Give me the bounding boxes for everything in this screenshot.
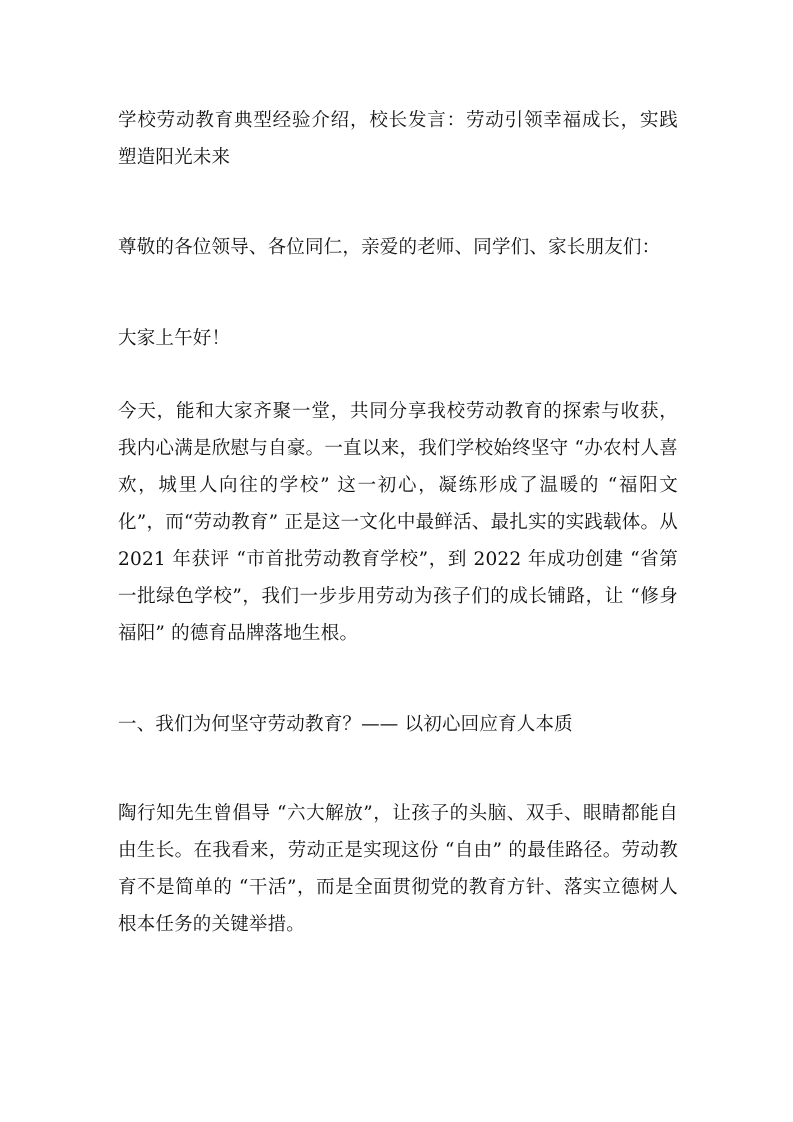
salutation: 尊敬的各位领导、各位同仁，亲爱的老师、同学们、家长朋友们： <box>118 237 661 258</box>
document-title: 学校劳动教育典型经验介绍，校长发言：劳动引领幸福成长，实践塑造阳光未来 <box>118 110 678 168</box>
intro-paragraph: 今天，能和大家齐聚一堂，共同分享我校劳动教育的探索与收获，我内心满是欣慰与自豪。一直以来，我们学校始终坚守 “办农村人喜欢，城里人向往的学校” 这一初心，凝练形成了温暖的 “福阳文化”，而“劳动教育” 正是这一文化中最鲜活、最扎实的实践载体。从 2021 年获评 “市首批劳动教育学校”，到 2022 年成功创建 “省第一批绿色学校”，我们一步步用劳动为孩子们的成长铺路，让 “修身福阳” 的德育品牌落地生根。 <box>118 401 678 644</box>
greeting-line: 大家上午好！ <box>118 328 231 349</box>
section-paragraph: 陶行知先生曾倡导 “六大解放”，让孩子的头脑、双手、眼睛都能自由生长。在我看来，劳动正是实现这份 “自由” 的最佳路径。劳动教育不是简单的 “干活”，而是全面贯彻党的教育方针、落实立德树人根本任务的关键举措。 <box>118 803 678 935</box>
section-heading: 一、我们为何坚守劳动教育？—— 以初心回应育人本质 <box>118 714 573 735</box>
